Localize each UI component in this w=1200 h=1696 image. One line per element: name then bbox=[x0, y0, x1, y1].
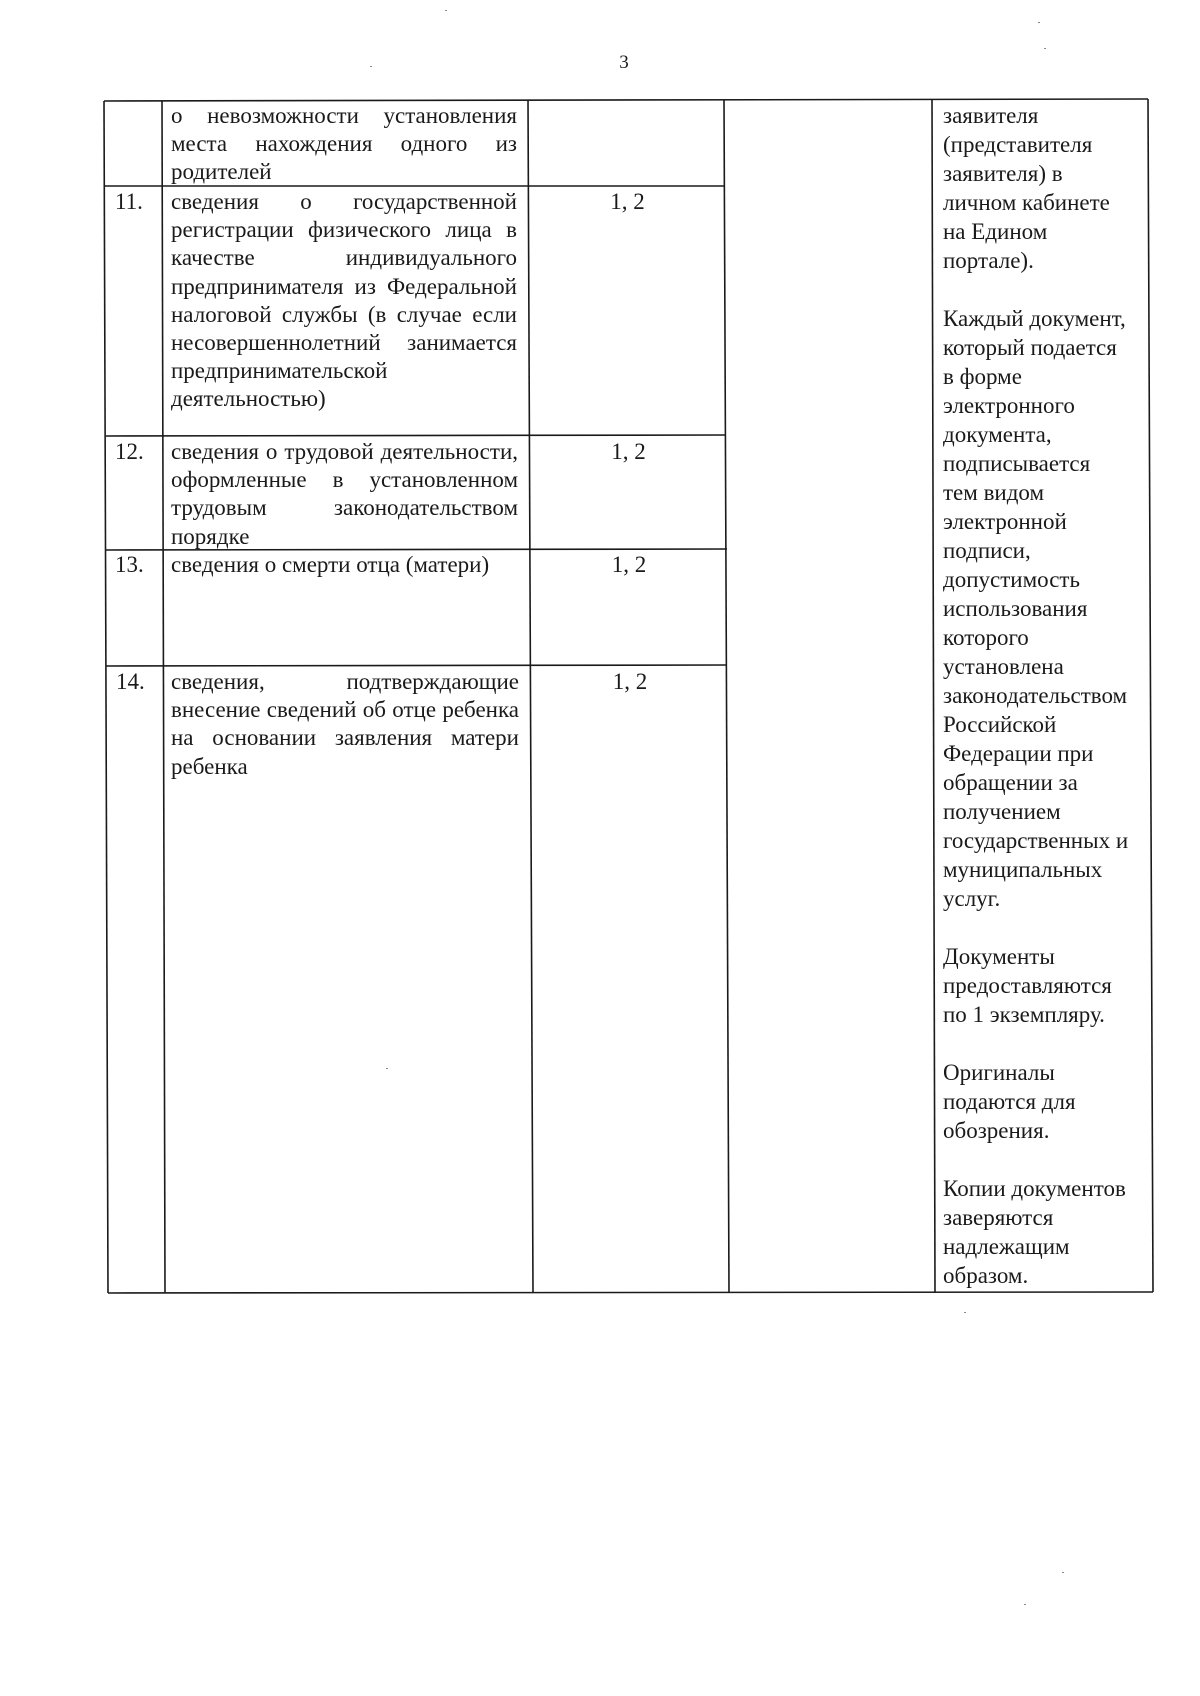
scan-speck bbox=[370, 66, 372, 67]
table-cell-number: 14. bbox=[116, 669, 145, 694]
scan-speck bbox=[386, 1068, 388, 1069]
table-cell-description: сведения о государственной регистрации физического лица в качестве индивидуального предпринимателя из Федеральной налоговой службы (в случае если несовершеннолетний занимается предпринимательской деятельностью) bbox=[171, 189, 517, 412]
table-cell-description: сведения о смерти отца (матери) bbox=[171, 552, 490, 577]
scan-speck bbox=[1038, 22, 1040, 23]
table-cell-description: сведения о трудовой деятельности, оформленные в установленном трудовым законодательством порядке bbox=[171, 439, 518, 549]
table-cell-number: 13. bbox=[115, 552, 144, 577]
table-cell-description: о невозможности установления места нахождения одного из родителей bbox=[171, 103, 517, 185]
table-left-border bbox=[104, 101, 108, 1293]
table-bottom-border bbox=[108, 1292, 1153, 1293]
scan-speck bbox=[1044, 48, 1046, 49]
row-divider-4 bbox=[106, 665, 727, 666]
scan-speck bbox=[964, 1312, 966, 1313]
requirements-note: заявителя (представителя заявителя) в личном кабинете на Едином портале). Каждый документ, который подается в форме электронного документа, подписывается тем видом электронной подписи, допустимость использования которого установлена законодательством Российской Федерации при обращении за получением государственных и муниципальных услуг. Документы предоставляются по 1 экземпляру. Оригиналы подаются для обозрения. Копии документов заверяются надлежащим образом. bbox=[943, 103, 1129, 1288]
table-cell-description: сведения, подтверждающие внесение сведений об отце ребенка на основании заявления матери ребенка bbox=[171, 669, 519, 779]
column-divider-3 bbox=[724, 100, 729, 1293]
page-number: 3 bbox=[619, 52, 629, 73]
table-cell-codes: 1, 2 bbox=[611, 439, 646, 464]
table-cell-codes: 1, 2 bbox=[610, 189, 645, 214]
scan-speck bbox=[1062, 1572, 1064, 1573]
table-cell-number: 12. bbox=[115, 439, 144, 464]
column-divider-4 bbox=[932, 99, 935, 1293]
scan-speck bbox=[445, 10, 447, 11]
table-cell-number: 11. bbox=[115, 189, 143, 214]
table-cell-codes: 1, 2 bbox=[611, 552, 647, 577]
table-cell-codes: 1, 2 bbox=[612, 669, 648, 694]
scan-speck bbox=[1024, 1604, 1026, 1605]
column-divider-2 bbox=[528, 100, 533, 1293]
row-divider-2 bbox=[106, 435, 726, 436]
column-divider-1 bbox=[162, 101, 165, 1293]
